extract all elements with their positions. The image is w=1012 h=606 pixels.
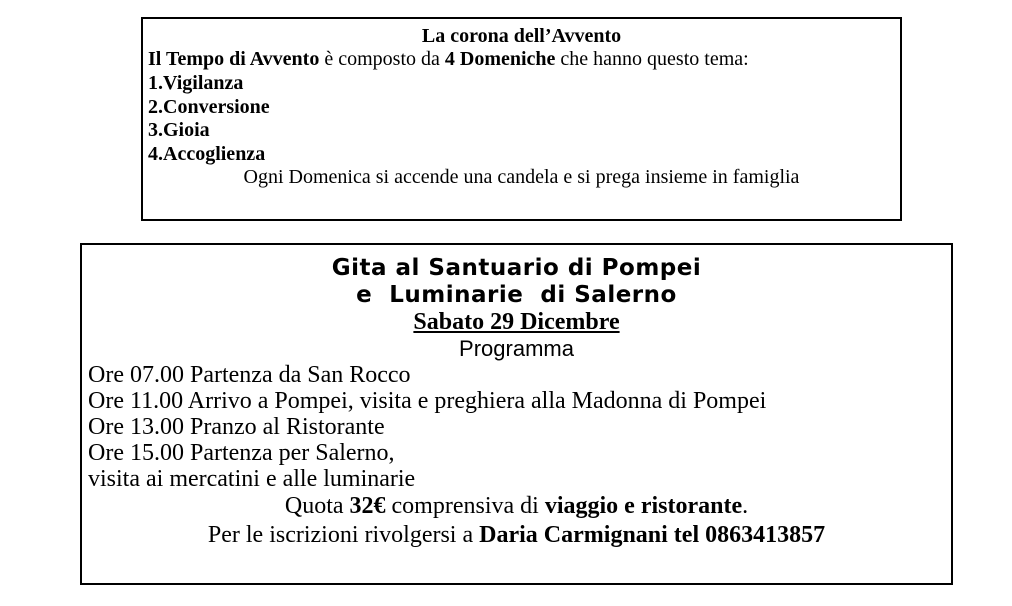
program-heading: Programma	[459, 336, 574, 361]
trip-box	[80, 243, 953, 585]
advent-box	[141, 17, 902, 221]
schedule-line: Ore 11.00 Arrivo a Pompei, visita e preghiera alla Madonna di Pompei	[88, 388, 767, 414]
advent-topic: 3.Gioia	[148, 119, 210, 141]
advent-intro	[148, 48, 749, 72]
quota-text-2: comprensiva di	[385, 493, 545, 519]
quota-text-3: .	[742, 493, 749, 519]
intro-bold-1: Il Tempo di Avvento	[148, 48, 320, 70]
advent-topic: 4.Accoglienza	[148, 143, 266, 165]
intro-text-1: è composto da	[319, 48, 445, 70]
advent-title: La corona dell’Avvento	[421, 25, 622, 47]
trip-title-line-1: Gita al Santuario di Pompei	[331, 255, 702, 281]
trip-title-line-2: e Luminarie di Salerno	[356, 282, 677, 308]
contact-text: Per le iscrizioni rivolgersi a	[207, 522, 480, 548]
advent-topic: 2.Conversione	[148, 96, 270, 118]
schedule-line: Ore 07.00 Partenza da San Rocco	[88, 362, 411, 388]
schedule-line: visita ai mercatini e alle luminarie	[88, 466, 416, 492]
intro-text-2: che hanno questo tema:	[555, 48, 749, 70]
intro-bold-2: 4 Domeniche	[444, 48, 556, 70]
schedule-line: Ore 15.00 Partenza per Salerno,	[88, 440, 395, 466]
quota-text-1: Quota	[284, 493, 350, 519]
contact-line	[82, 522, 951, 548]
contact-name-phone: Daria Carmignani tel 0863413857	[479, 522, 826, 548]
quota-price: 32€	[349, 493, 386, 519]
trip-date: Sabato 29 Dicembre	[413, 309, 620, 335]
quota-bold: viaggio e ristorante	[544, 493, 743, 519]
schedule-line: Ore 13.00 Pranzo al Ristorante	[88, 414, 385, 440]
advent-topic: 1.Vigilanza	[148, 72, 244, 94]
advent-closing: Ogni Domenica si accende una candela e si prega insieme in famiglia	[243, 166, 800, 188]
quota-line	[82, 493, 951, 519]
